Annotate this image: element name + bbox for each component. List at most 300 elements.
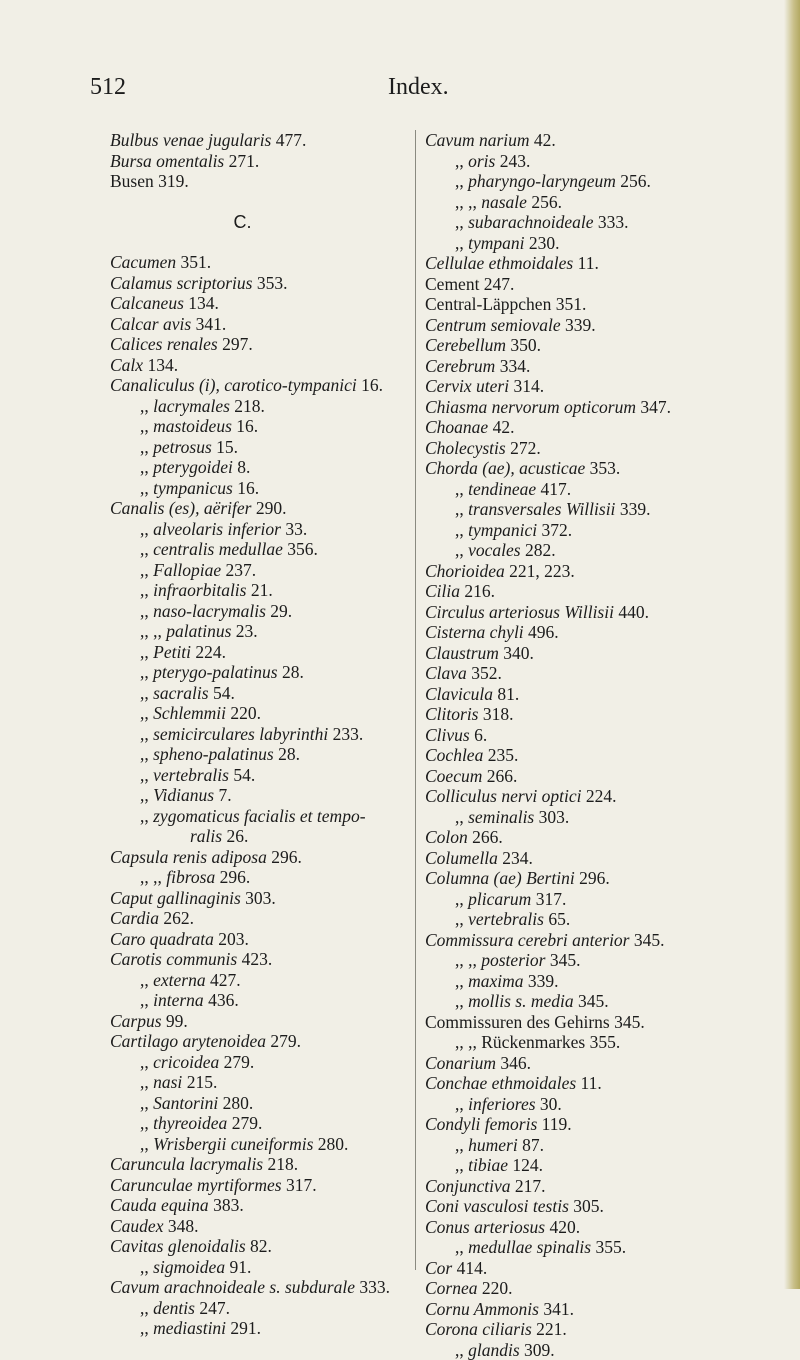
entry-text: ,, xyxy=(455,1340,468,1360)
index-entry xyxy=(110,662,415,683)
index-entry xyxy=(425,294,790,315)
entry-text: ,, xyxy=(455,909,468,929)
index-entry xyxy=(425,868,790,889)
entry-term: Bulbus venae jugularis xyxy=(110,130,271,150)
entry-term: Cartilago arytenoidea xyxy=(110,1031,266,1051)
entry-text: 134. xyxy=(143,355,178,375)
index-entry xyxy=(110,580,415,601)
index-entry xyxy=(425,786,790,807)
entry-text: 266. xyxy=(468,827,503,847)
entry-term: Chorioidea xyxy=(425,561,505,581)
entry-text: 134. xyxy=(184,293,219,313)
entry-term: transversales Willisii xyxy=(468,499,615,519)
entry-text: ,, xyxy=(140,1134,153,1154)
index-entry xyxy=(110,130,415,151)
entry-term: lacrymales xyxy=(153,396,230,416)
index-entry xyxy=(110,990,415,1011)
index-entry xyxy=(110,539,415,560)
entry-text: 477. xyxy=(271,130,306,150)
entry-term: Conus arteriosus xyxy=(425,1217,545,1237)
entry-text: 290. xyxy=(251,498,286,518)
entry-text: ,, xyxy=(140,1093,153,1113)
index-entry xyxy=(425,950,790,971)
entry-term: Carpus xyxy=(110,1011,162,1031)
entry-text: 99. xyxy=(162,1011,188,1031)
entry-term: pterygo-palatinus xyxy=(153,662,277,682)
entry-term: Cavitas glenoidalis xyxy=(110,1236,246,1256)
entry-text: ,, ,, xyxy=(455,950,481,970)
entry-text: 42. xyxy=(488,417,514,437)
index-entry xyxy=(425,1258,790,1279)
entry-term: Canaliculus (i), carotico-tympanici xyxy=(110,375,357,395)
index-entry xyxy=(425,171,790,192)
entry-term: plicarum xyxy=(468,889,531,909)
entry-term: subarachnoideale xyxy=(468,212,593,232)
entry-text: 339. xyxy=(615,499,650,519)
entry-term: Condyli femoris xyxy=(425,1114,537,1134)
index-entry xyxy=(425,602,790,623)
entry-text: 296. xyxy=(575,868,610,888)
entry-term: Commissura cerebri anterior xyxy=(425,930,630,950)
entry-term: medullae spinalis xyxy=(468,1237,591,1257)
index-entry xyxy=(425,274,790,295)
index-entry xyxy=(425,1278,790,1299)
entry-text: 220. xyxy=(478,1278,513,1298)
entry-text: 54. xyxy=(229,765,255,785)
index-entry xyxy=(110,314,415,335)
entry-term: Bursa omentalis xyxy=(110,151,224,171)
entry-text: ,, xyxy=(140,765,153,785)
entry-text: 303. xyxy=(241,888,276,908)
entry-text: 247. xyxy=(195,1298,230,1318)
index-entry xyxy=(110,703,415,724)
index-entry xyxy=(425,622,790,643)
entry-text: ,, xyxy=(140,457,153,477)
entry-text: ,, xyxy=(140,1257,153,1277)
index-entry xyxy=(425,479,790,500)
index-entry xyxy=(425,561,790,582)
entry-term: seminalis xyxy=(468,807,534,827)
index-entry xyxy=(425,253,790,274)
running-head: Index. xyxy=(388,74,449,101)
index-entry xyxy=(110,171,415,192)
entry-text: ,, xyxy=(140,724,153,744)
entry-text: ,, xyxy=(455,1237,468,1257)
index-entry xyxy=(110,1236,415,1257)
entry-text: ,, xyxy=(140,785,153,805)
entry-text: 496. xyxy=(524,622,559,642)
entry-text: ,, xyxy=(140,1298,153,1318)
entry-term: Cornu Ammonis xyxy=(425,1299,539,1319)
index-entry xyxy=(110,806,415,827)
entry-term: inferiores xyxy=(468,1094,535,1114)
index-entry xyxy=(425,1094,790,1115)
entry-term: tympani xyxy=(468,233,524,253)
entry-text: ,, xyxy=(455,991,468,1011)
entry-text: ,, xyxy=(140,478,153,498)
entry-text: 383. xyxy=(209,1195,244,1215)
entry-text: 352. xyxy=(467,663,502,683)
entry-text: ,, xyxy=(455,499,468,519)
entry-term: Calamus scriptorius xyxy=(110,273,252,293)
entry-text: ,, xyxy=(140,970,153,990)
entry-term: Carunculae myrtiformes xyxy=(110,1175,282,1195)
entry-text: 341. xyxy=(191,314,226,334)
entry-text: 271. xyxy=(224,151,259,171)
entry-text: ,, xyxy=(455,479,468,499)
entry-text: 314. xyxy=(509,376,544,396)
index-entry xyxy=(110,1175,415,1196)
entry-text: 262. xyxy=(159,908,194,928)
index-entry xyxy=(425,1196,790,1217)
index-entry xyxy=(425,540,790,561)
entry-term: maxima xyxy=(468,971,523,991)
index-entry xyxy=(110,724,415,745)
index-entry xyxy=(110,908,415,929)
entry-text: 16. xyxy=(232,416,258,436)
entry-text: ,, xyxy=(140,601,153,621)
entry-text: 82. xyxy=(246,1236,272,1256)
index-entry xyxy=(110,334,415,355)
entry-text: 279. xyxy=(266,1031,301,1051)
entry-text: 215. xyxy=(182,1072,217,1092)
entry-term: Cauda equina xyxy=(110,1195,209,1215)
entry-text: 119. xyxy=(537,1114,571,1134)
index-entry xyxy=(425,971,790,992)
entry-text: 339. xyxy=(561,315,596,335)
entry-term: tympanicus xyxy=(153,478,233,498)
index-entry xyxy=(110,151,415,172)
entry-text: 91. xyxy=(225,1257,251,1277)
entry-text: 216. xyxy=(460,581,495,601)
entry-text: 33. xyxy=(281,519,307,539)
index-entry xyxy=(110,498,415,519)
entry-text: 372. xyxy=(537,520,572,540)
entry-term: mastoideus xyxy=(153,416,232,436)
entry-term: cricoidea xyxy=(153,1052,219,1072)
entry-term: Calcar avis xyxy=(110,314,191,334)
index-entry xyxy=(110,888,415,909)
entry-term: Cornea xyxy=(425,1278,478,1298)
entry-text: 233. xyxy=(328,724,363,744)
entry-term: Colliculus nervi optici xyxy=(425,786,582,806)
index-entry xyxy=(110,601,415,622)
index-entry xyxy=(110,355,415,376)
entry-term: Coni vasculosi testis xyxy=(425,1196,569,1216)
index-entry xyxy=(110,949,415,970)
entry-term: Columella xyxy=(425,848,498,868)
entry-text: 353. xyxy=(585,458,620,478)
entry-term: Cavum narium xyxy=(425,130,530,150)
entry-term: Conjunctiva xyxy=(425,1176,511,1196)
entry-text: 303. xyxy=(534,807,569,827)
entry-term: Cerebrum xyxy=(425,356,495,376)
index-entry xyxy=(110,785,415,806)
entry-text: 28. xyxy=(274,744,300,764)
entry-term: Clavicula xyxy=(425,684,493,704)
index-entry xyxy=(110,1318,415,1339)
index-entry xyxy=(425,397,790,418)
index-entry xyxy=(110,519,415,540)
index-entry xyxy=(110,375,415,396)
entry-text: ,, xyxy=(455,151,468,171)
entry-text: Cement 247. xyxy=(425,274,514,294)
entry-text: 230. xyxy=(525,233,560,253)
entry-term: Cacumen xyxy=(110,252,176,272)
entry-text: 218. xyxy=(230,396,265,416)
entry-text: 436. xyxy=(204,990,239,1010)
entry-text: 346. xyxy=(496,1053,531,1073)
entry-text: ,, ,, xyxy=(140,867,166,887)
entry-text: 11. xyxy=(573,253,599,273)
entry-text: 353. xyxy=(252,273,287,293)
index-entry xyxy=(110,252,415,273)
entry-text: 87. xyxy=(518,1135,544,1155)
entry-term: Calices renales xyxy=(110,334,218,354)
entry-text: 309. xyxy=(520,1340,555,1360)
entry-term: Cervix uteri xyxy=(425,376,509,396)
entry-text: 297. xyxy=(218,334,253,354)
entry-text: ,, xyxy=(140,1052,153,1072)
entry-term: Petiti xyxy=(153,642,191,662)
index-entry xyxy=(425,1176,790,1197)
entry-text: 348. xyxy=(163,1216,198,1236)
entry-text: ,, xyxy=(140,416,153,436)
entry-text: 296. xyxy=(215,867,250,887)
index-entry xyxy=(110,826,415,847)
entry-term: sigmoidea xyxy=(153,1257,225,1277)
entry-text: 28. xyxy=(278,662,304,682)
entry-term: humeri xyxy=(468,1135,518,1155)
entry-term: palatinus xyxy=(166,621,231,641)
entry-term: mollis s. media xyxy=(468,991,574,1011)
entry-text: ,, xyxy=(140,539,153,559)
entry-term: pharyngo-laryngeum xyxy=(468,171,616,191)
index-entry xyxy=(110,560,415,581)
entry-term: Calcaneus xyxy=(110,293,184,313)
entry-text: 333. xyxy=(355,1277,390,1297)
entry-text: ,, xyxy=(455,807,468,827)
index-entry xyxy=(425,766,790,787)
index-entry xyxy=(110,293,415,314)
entry-text: 350. xyxy=(506,335,541,355)
entry-text: ,, xyxy=(455,1135,468,1155)
entry-text: ,, xyxy=(140,683,153,703)
entry-text: 221, 223. xyxy=(505,561,575,581)
entry-text: ,, ,, Rückenmarkes 355. xyxy=(455,1032,620,1052)
entry-text: 16. xyxy=(233,478,259,498)
entry-term: posterior xyxy=(481,950,545,970)
entry-text: 221. xyxy=(532,1319,567,1339)
index-entry xyxy=(425,520,790,541)
index-entry xyxy=(425,643,790,664)
index-entry xyxy=(425,458,790,479)
entry-text: 317. xyxy=(282,1175,317,1195)
index-entry xyxy=(425,499,790,520)
entry-text: 345. xyxy=(574,991,609,1011)
entry-text: ,, xyxy=(140,642,153,662)
entry-text: 8. xyxy=(233,457,251,477)
entry-text: 296. xyxy=(267,847,302,867)
entry-text: ,, ,, xyxy=(140,621,166,641)
entry-text: 440. xyxy=(614,602,649,622)
entry-text: ,, xyxy=(455,889,468,909)
entry-text: 203. xyxy=(214,929,249,949)
entry-term: naso-lacrymalis xyxy=(153,601,266,621)
entry-text: 81. xyxy=(493,684,519,704)
entry-text: ,, xyxy=(140,990,153,1010)
entry-text: 256. xyxy=(616,171,651,191)
entry-term: nasale xyxy=(481,192,527,212)
entry-term: tympanici xyxy=(468,520,537,540)
entry-text: 6. xyxy=(470,725,488,745)
index-entry xyxy=(110,1257,415,1278)
entry-text: ,, xyxy=(140,662,153,682)
entry-text: ,, xyxy=(455,540,468,560)
index-entry xyxy=(110,1031,415,1052)
entry-text: 54. xyxy=(209,683,235,703)
index-entry xyxy=(425,212,790,233)
index-entry xyxy=(110,396,415,417)
entry-text: ,, xyxy=(140,1113,153,1133)
entry-term: Cor xyxy=(425,1258,452,1278)
index-entry xyxy=(110,1072,415,1093)
entry-text: ,, xyxy=(140,703,153,723)
index-entry xyxy=(110,642,415,663)
entry-term: Santorini xyxy=(153,1093,218,1113)
index-entry xyxy=(425,807,790,828)
entry-term: Clivus xyxy=(425,725,470,745)
entry-term: Colon xyxy=(425,827,468,847)
entry-text: ,, xyxy=(140,519,153,539)
entry-text: 317. xyxy=(531,889,566,909)
entry-text: ,, xyxy=(140,1318,153,1338)
entry-text: ,, xyxy=(455,1094,468,1114)
entry-term: Chiasma nervorum opticorum xyxy=(425,397,636,417)
index-entry xyxy=(425,1237,790,1258)
entry-term: Cardia xyxy=(110,908,159,928)
entry-term: tendineae xyxy=(468,479,536,499)
entry-text: 65. xyxy=(544,909,570,929)
entry-term: thyreoidea xyxy=(153,1113,227,1133)
entry-term: Calx xyxy=(110,355,143,375)
index-entry xyxy=(425,335,790,356)
entry-text: 23. xyxy=(231,621,257,641)
index-entry xyxy=(110,1195,415,1216)
entry-text: 124. xyxy=(508,1155,543,1175)
index-entry xyxy=(110,744,415,765)
entry-term: pterygoidei xyxy=(153,457,233,477)
index-entry xyxy=(110,929,415,950)
index-entry xyxy=(110,847,415,868)
entry-text: 280. xyxy=(313,1134,348,1154)
entry-term: spheno-palatinus xyxy=(153,744,274,764)
entry-text: 21. xyxy=(246,580,272,600)
index-entry xyxy=(110,273,415,294)
index-entry xyxy=(425,663,790,684)
entry-text: 29. xyxy=(266,601,292,621)
entry-text: 414. xyxy=(452,1258,487,1278)
entry-text: ,, xyxy=(455,971,468,991)
entry-term: semicirculares labyrinthi xyxy=(153,724,328,744)
entry-term: Choanae xyxy=(425,417,488,437)
index-entry xyxy=(425,376,790,397)
entry-text: 291. xyxy=(226,1318,261,1338)
index-entry xyxy=(425,1114,790,1135)
index-entry xyxy=(425,909,790,930)
index-entry xyxy=(110,765,415,786)
index-entry xyxy=(425,745,790,766)
entry-text: 420. xyxy=(545,1217,580,1237)
entry-text: Central-Läppchen 351. xyxy=(425,294,586,314)
index-entry xyxy=(425,1012,790,1033)
index-entry xyxy=(425,1053,790,1074)
index-entry xyxy=(110,1113,415,1134)
entry-term: Cerebellum xyxy=(425,335,506,355)
entry-text: 427. xyxy=(206,970,241,990)
entry-text: 345. xyxy=(545,950,580,970)
index-entry xyxy=(425,581,790,602)
entry-text: 339. xyxy=(524,971,559,991)
index-entry xyxy=(425,1073,790,1094)
page-number: 512 xyxy=(90,74,126,101)
index-entry xyxy=(425,704,790,725)
entry-term: Caudex xyxy=(110,1216,163,1236)
entry-text: ,, xyxy=(140,744,153,764)
entry-term: fibrosa xyxy=(166,867,215,887)
entry-term: Cilia xyxy=(425,581,460,601)
entry-text: 279. xyxy=(227,1113,262,1133)
entry-term: vocales xyxy=(468,540,520,560)
entry-text: ,, xyxy=(140,396,153,416)
index-entry xyxy=(110,1154,415,1175)
index-entry xyxy=(110,683,415,704)
entry-term: Caruncula lacrymalis xyxy=(110,1154,263,1174)
entry-term: Clava xyxy=(425,663,467,683)
entry-text: 351. xyxy=(176,252,211,272)
entry-term: infraorbitalis xyxy=(153,580,246,600)
entry-term: Corona ciliaris xyxy=(425,1319,532,1339)
entry-text: 355. xyxy=(591,1237,626,1257)
index-entry xyxy=(425,417,790,438)
entry-text: 224. xyxy=(191,642,226,662)
entry-term: vertebralis xyxy=(468,909,544,929)
entry-term: Clitoris xyxy=(425,704,479,724)
entry-term: Canalis (es), aërifer xyxy=(110,498,251,518)
entry-text: 334. xyxy=(495,356,530,376)
entry-text: 16. xyxy=(357,375,383,395)
entry-term: externa xyxy=(153,970,205,990)
entry-term: Capsula renis adiposa xyxy=(110,847,267,867)
entry-term: Cochlea xyxy=(425,745,483,765)
index-entry xyxy=(425,827,790,848)
entry-term: Caput gallinaginis xyxy=(110,888,241,908)
index-entry xyxy=(425,151,790,172)
index-entry xyxy=(425,1319,790,1340)
index-entry xyxy=(425,1340,790,1360)
index-entry xyxy=(425,848,790,869)
index-entry xyxy=(425,889,790,910)
entry-text: 235. xyxy=(483,745,518,765)
entry-text: ,, xyxy=(455,520,468,540)
entry-term: interna xyxy=(153,990,204,1010)
entry-text: 333. xyxy=(594,212,629,232)
entry-term: mediastini xyxy=(153,1318,226,1338)
entry-text: 279. xyxy=(219,1052,254,1072)
index-entry xyxy=(425,1155,790,1176)
entry-term: Vidianus xyxy=(153,785,214,805)
index-entry xyxy=(425,991,790,1012)
